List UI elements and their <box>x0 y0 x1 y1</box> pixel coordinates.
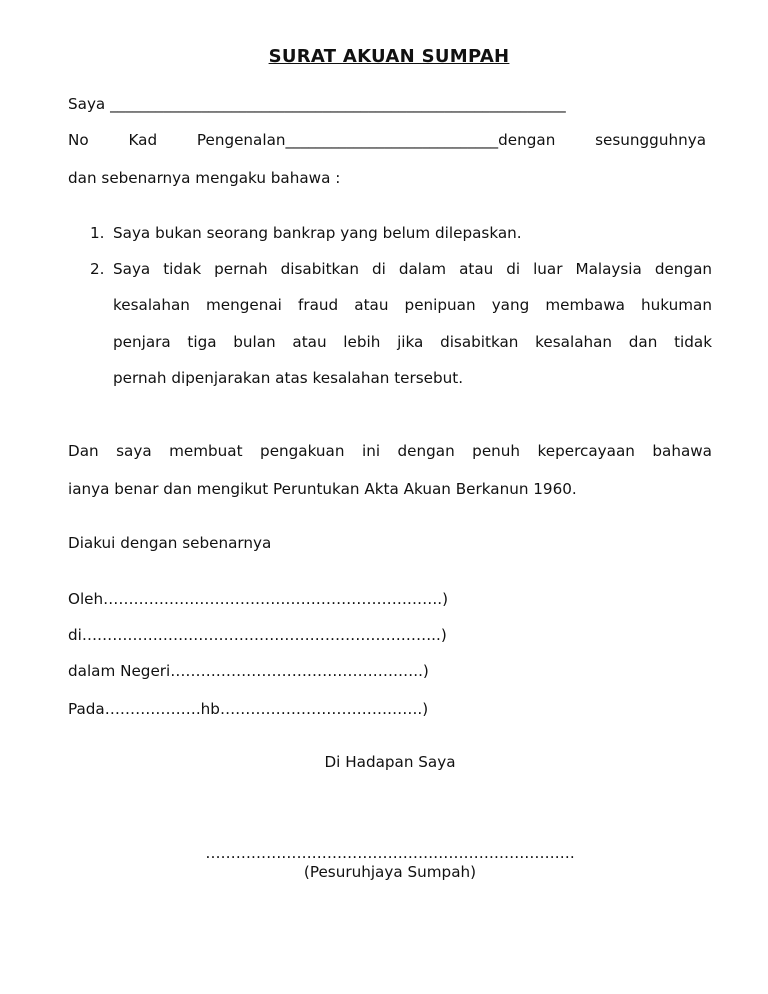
field-pada: Pada……………….hb………………………………….) <box>68 700 429 718</box>
item-2-number: 2. <box>90 260 105 278</box>
document-title: SURAT AKUAN SUMPAH <box>268 46 510 67</box>
signature-line: ………………………………………………………………. <box>205 844 575 862</box>
item-2-line-3: penjara tiga bulan atau lebih jika disabitkan kesalahan dan tidak <box>113 333 712 351</box>
ic-line-label: No Kad Pengenalan____________________________dengan <box>68 131 556 149</box>
item-2-line-2: kesalahan mengenai fraud atau penipuan yang membawa hukuman <box>113 296 712 314</box>
name-line: Saya ____________________________________________________________ <box>68 95 566 113</box>
witness-text: Di Hadapan Saya <box>324 753 456 771</box>
acknowledged-text: Diakui dengan sebenarnya <box>68 534 272 552</box>
item-1-text: Saya bukan seorang bankrap yang belum dilepaskan. <box>113 224 522 242</box>
declaration-line-1: Dan saya membuat pengakuan ini dengan penuh kepercayaan bahawa <box>68 442 712 460</box>
field-oleh: Oleh………………………………………………………….) <box>68 590 449 608</box>
item-2-line-1: Saya tidak pernah disabitkan di dalam atau di luar Malaysia dengan <box>113 260 712 278</box>
declaration-line-2: ianya benar dan mengikut Peruntukan Akta Akuan Berkanun 1960. <box>68 480 577 498</box>
ic-line-tail: sesungguhnya <box>595 131 706 149</box>
commissioner-label: (Pesuruhjaya Sumpah) <box>303 863 477 881</box>
field-negeri: dalam Negeri…………………………………………..) <box>68 662 429 680</box>
item-1-number: 1. <box>90 224 105 242</box>
field-di: di……………………………………………………………..) <box>68 626 447 644</box>
ic-line <box>68 131 706 149</box>
item-2-line-4: pernah dipenjarakan atas kesalahan tersebut. <box>113 369 464 387</box>
intro-continuation: dan sebenarnya mengaku bahawa : <box>68 169 341 187</box>
